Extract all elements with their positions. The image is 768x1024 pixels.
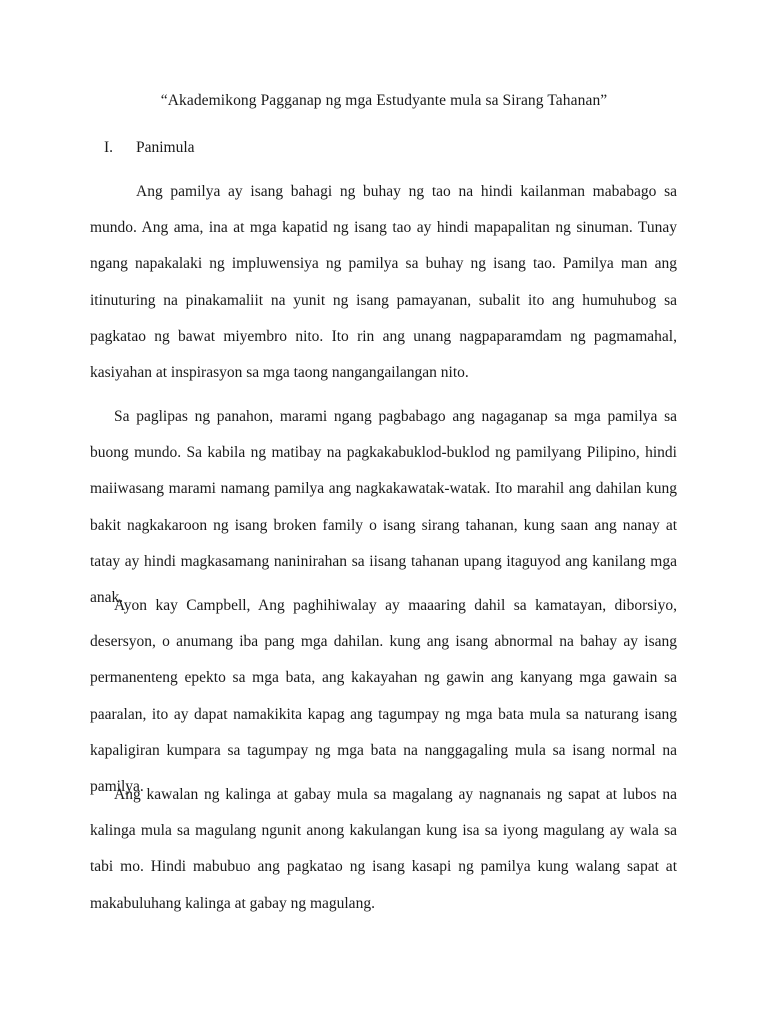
paragraph-4: Ang kawalan ng kalinga at gabay mula sa magalang ay nagnanais ng sapat at lubos na kalinga mula sa magulang ngunit anong kakulangan kung isa sa iyong magulang ay wala sa tabi mo. Hindi mabubuo ang pagkatao ng isang kasapi ng pamilya kung walang sapat at makabuluhang kalinga at gabay ng magulang.	[90, 786, 677, 912]
paragraph-2: Sa paglipas ng panahon, marami ngang pagbabago ang nagaganap sa mga pamilya sa buong mundo. Sa kabila ng matibay na pagkakabuklod-buklod ng pamilyang Pilipino, hindi maiiwasang marami namang pamilya ang nagkakawatak-watak. Ito marahil ang dahilan kung bakit nagkakaroon ng isang broken family o isang sirang tahanan, kung saan ang nanay at tatay ay hindi magkasamang naninirahan sa iisang tahanan upang itaguyod ang kanilang mga anak.	[90, 408, 677, 607]
paragraph-1: Ang pamilya ay isang bahagi ng buhay ng tao na hindi kailanman mababago sa mundo. Ang ama, ina at mga kapatid ng isang tao ay hindi mapapalitan ng sinuman. Tunay ngang napakalaki ng impluwensiya ng pamilya sa buhay ng isang tao. Pamilya man ang itinuturing na pinakamaliit na yunit ng isang pamayanan, subalit ito ang humuhubog sa pagkatao ng bawat miyembro nito. Ito rin ang unang nagpaparamdam ng pagmamahal, kasiyahan at inspirasyon sa mga taong nangangailangan nito.	[90, 183, 677, 382]
section-title: Panimula	[136, 139, 195, 156]
document-title: “Akademikong Pagganap ng mga Estudyante mula sa Sirang Tahanan”	[160, 92, 608, 109]
paragraph-3: Ayon kay Campbell, Ang paghihiwalay ay maaaring dahil sa kamatayan, diborsiyo, desersyon, o anumang iba pang mga dahilan. kung ang isang abnormal na bahay ay isang permanenteng epekto sa mga bata, ang kakayahan ng gawin ang kanyang mga gawain sa paaralan, ito ay dapat namakikita kapag ang tagumpay ng mga bata mula sa naturang isang kapaligiran kumpara sa tagumpay ng mga bata na nanggagaling mula sa isang normal na pamilya.	[90, 597, 677, 796]
section-number: I.	[104, 139, 114, 156]
section-heading	[104, 139, 195, 157]
